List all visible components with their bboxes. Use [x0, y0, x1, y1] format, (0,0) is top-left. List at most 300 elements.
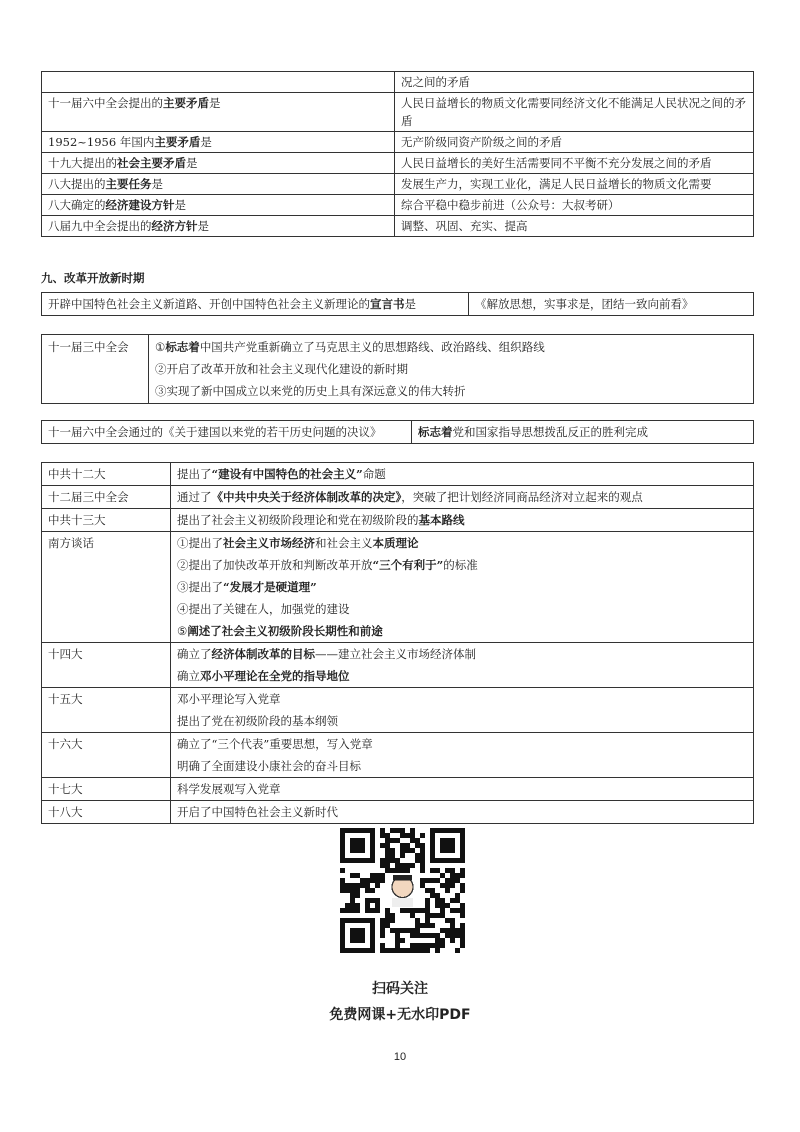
cell-line	[177, 710, 747, 732]
qr-module	[355, 908, 360, 913]
cell-line	[177, 755, 747, 777]
table-row	[42, 195, 754, 216]
qr-module	[385, 868, 390, 873]
qr-module	[445, 903, 450, 908]
qr-module	[405, 863, 410, 868]
qr-module	[430, 868, 435, 873]
qr-module	[380, 918, 385, 923]
qr-module	[340, 908, 345, 913]
emphasis-text: 《中共中央关于经济体制改革的决定》	[211, 490, 402, 504]
qr-module	[365, 878, 370, 883]
term-cell	[42, 72, 395, 93]
qr-module	[340, 868, 345, 873]
table-row	[42, 688, 754, 733]
cell-line	[155, 358, 747, 380]
resolution-title: 十一届六中全会通过的《关于建国以来党的若干历史问题的决议》	[42, 421, 412, 444]
qr-module	[410, 908, 415, 913]
qr-module	[355, 888, 360, 893]
cell-line	[155, 380, 747, 402]
qr-module	[435, 933, 440, 938]
term-cell	[42, 195, 395, 216]
qr-module	[395, 828, 400, 833]
text-run: 明确了全面建设小康社会的奋斗目标	[177, 759, 361, 773]
achievement-cell	[171, 643, 754, 688]
qr-module	[420, 833, 425, 838]
emphasis-text: 主要矛盾	[163, 96, 209, 110]
qr-module	[430, 878, 435, 883]
qr-module	[425, 933, 430, 938]
table-row	[42, 421, 754, 444]
qr-module	[460, 908, 465, 913]
qr-module	[425, 923, 430, 928]
qr-module	[455, 898, 460, 903]
qr-module	[420, 908, 425, 913]
emphasis-text: 标志着	[165, 340, 200, 354]
qr-module	[430, 933, 435, 938]
text-run: 提出了社会主义初级阶段理论和党在初级阶段的	[177, 513, 419, 527]
text-run: 是	[174, 198, 186, 212]
qr-module	[445, 868, 450, 873]
qr-caption-offer: 免费网课+无水印PDF	[329, 1007, 471, 1023]
qr-module	[425, 913, 430, 918]
qr-module	[340, 883, 345, 888]
qr-module	[365, 888, 370, 893]
event-cell: 南方谈话	[42, 532, 171, 643]
event-cell: 十七大	[42, 778, 171, 801]
third-plenum-label: 十一届三中全会	[42, 335, 149, 404]
qr-module	[400, 848, 405, 853]
cell-line	[177, 733, 747, 755]
qr-module	[365, 903, 370, 908]
qr-module	[380, 948, 385, 953]
text-run: 提出了	[177, 467, 212, 481]
qr-module	[435, 898, 440, 903]
event-cell: 十八大	[42, 801, 171, 824]
table-row	[42, 174, 754, 195]
qr-module	[395, 858, 400, 863]
qr-module	[455, 893, 460, 898]
qr-finder-core	[440, 838, 455, 853]
cell-line	[177, 532, 747, 554]
qr-module	[455, 948, 460, 953]
qr-module	[340, 878, 345, 883]
qr-module	[400, 948, 405, 953]
text-run: 科学发展观写入党章	[177, 782, 281, 796]
qr-module	[390, 853, 395, 858]
cell-line	[177, 801, 747, 823]
contradiction-table-body	[42, 72, 754, 237]
table-row	[42, 93, 754, 132]
term-cell	[42, 153, 395, 174]
congress-table-body	[42, 463, 754, 824]
qr-module	[380, 943, 385, 948]
qr-module	[440, 913, 445, 918]
qr-module	[345, 888, 350, 893]
qr-module	[430, 943, 435, 948]
qr-module	[430, 888, 435, 893]
qr-module	[405, 908, 410, 913]
text-run: 人民日益增长的美好生活需要同不平衡不充分发展之间的矛盾	[401, 156, 712, 170]
table-row	[42, 216, 754, 237]
qr-module	[445, 883, 450, 888]
text-run: 八大提出的	[48, 177, 106, 191]
table-row	[42, 801, 754, 824]
qr-module	[405, 833, 410, 838]
qr-module	[450, 918, 455, 923]
qr-module	[430, 913, 435, 918]
qr-module	[435, 948, 440, 953]
qr-module	[410, 863, 415, 868]
qr-module	[380, 828, 385, 833]
resolution-significance	[412, 421, 754, 444]
emphasis-text: 社会主义市场经济	[223, 536, 315, 550]
text-run: ④提出了关键在人，加强党的建设	[177, 602, 350, 616]
qr-module	[400, 868, 405, 873]
achievement-cell	[171, 688, 754, 733]
term-cell	[42, 93, 395, 132]
qr-module	[350, 908, 355, 913]
cell-line	[177, 665, 747, 687]
qr-module	[385, 833, 390, 838]
qr-module	[380, 843, 385, 848]
qr-module	[450, 933, 455, 938]
text-run: 是	[197, 219, 209, 233]
qr-module	[395, 868, 400, 873]
qr-module	[395, 938, 400, 943]
qr-module	[410, 913, 415, 918]
resolution-table	[41, 420, 754, 444]
contradiction-table	[41, 71, 754, 237]
third-plenum-table	[41, 334, 754, 404]
qr-module	[390, 928, 395, 933]
text-run: ①	[155, 340, 166, 354]
text-run: ②提出了加快改革开放和判断改革开放	[177, 558, 373, 572]
cell-line	[177, 778, 747, 800]
qr-module	[450, 873, 455, 878]
definition-cell	[395, 132, 754, 153]
qr-module	[385, 913, 390, 918]
table-row	[42, 72, 754, 93]
qr-module	[455, 878, 460, 883]
qr-module	[420, 923, 425, 928]
emphasis-text: “三个有利于”	[372, 558, 444, 572]
qr-module	[450, 923, 455, 928]
text-run: 确立了“三个代表”重要思想，写入党章	[177, 737, 373, 751]
text-run: ③提出了	[177, 580, 223, 594]
qr-module	[420, 933, 425, 938]
qr-module	[355, 873, 360, 878]
text-run: 十一届六中全会提出的	[48, 96, 163, 110]
text-run: 调整、巩固、充实、提高	[401, 219, 528, 233]
achievement-cell	[171, 733, 754, 778]
qr-finder-core	[350, 838, 365, 853]
qr-module	[440, 908, 445, 913]
cell-line	[177, 576, 747, 598]
text-run: 况之间的矛盾	[401, 75, 470, 89]
qr-module	[390, 918, 395, 923]
definition-cell	[395, 93, 754, 132]
qr-module	[385, 908, 390, 913]
qr-module	[385, 843, 390, 848]
emphasis-text: 宣言书	[370, 297, 405, 311]
text-run: 中国共产党重新确立了马克思主义的思想路线、政治路线、组织路线	[199, 340, 545, 354]
qr-module	[460, 943, 465, 948]
qr-module	[420, 843, 425, 848]
qr-module	[460, 913, 465, 918]
term-cell	[42, 132, 395, 153]
qr-module	[435, 938, 440, 943]
avatar-shirt	[392, 898, 413, 907]
qr-module	[460, 938, 465, 943]
qr-module	[420, 848, 425, 853]
qr-module	[380, 933, 385, 938]
qr-module	[420, 878, 425, 883]
qr-module	[385, 863, 390, 868]
qr-module	[370, 873, 375, 878]
text-run: 十九大提出的	[48, 156, 117, 170]
definition-cell	[395, 216, 754, 237]
manifesto-question	[42, 293, 469, 316]
text-run: 的标准	[443, 558, 478, 572]
qr-module	[345, 903, 350, 908]
qr-module	[380, 863, 385, 868]
emphasis-text: 经济建设方针	[105, 198, 175, 212]
qr-module	[445, 878, 450, 883]
qr-module	[385, 918, 390, 923]
qr-module	[370, 888, 375, 893]
definition-cell	[395, 153, 754, 174]
qr-module	[385, 838, 390, 843]
qr-module	[410, 828, 415, 833]
emphasis-text: 主要任务	[105, 177, 152, 191]
event-cell: 十五大	[42, 688, 171, 733]
text-run: 邓小平理论写入党章	[177, 692, 281, 706]
qr-module	[375, 908, 380, 913]
qr-module	[355, 903, 360, 908]
qr-module	[410, 948, 415, 953]
cell-line	[177, 598, 747, 620]
qr-module	[440, 928, 445, 933]
qr-module	[445, 918, 450, 923]
qr-module	[385, 848, 390, 853]
qr-module	[420, 868, 425, 873]
qr-module	[415, 923, 420, 928]
qr-module	[425, 948, 430, 953]
qr-module	[390, 838, 395, 843]
emphasis-text: 邓小平理论在全党的指导地位	[200, 669, 350, 683]
qr-module	[350, 883, 355, 888]
third-plenum-points	[149, 335, 754, 404]
cell-line	[177, 554, 747, 576]
cell-line	[177, 688, 747, 710]
table-row	[42, 335, 754, 404]
text-run: 确立	[177, 669, 200, 683]
qr-module	[360, 883, 365, 888]
text-run: 八大确定的	[48, 198, 106, 212]
qr-module	[425, 878, 430, 883]
qr-module	[405, 948, 410, 953]
table-row	[42, 733, 754, 778]
text-run: ——建立社会主义市场经济体制	[315, 647, 476, 661]
qr-module	[455, 908, 460, 913]
text-run: 党和国家指导思想拨乱反正的胜利完成	[452, 425, 648, 439]
emphasis-text: 经济体制改革的目标	[211, 647, 315, 661]
qr-module	[420, 853, 425, 858]
qr-module	[460, 888, 465, 893]
qr-module	[440, 943, 445, 948]
qr-module	[415, 843, 420, 848]
qr-module	[400, 828, 405, 833]
qr-code-image	[340, 828, 465, 953]
qr-module	[375, 898, 380, 903]
qr-module	[345, 883, 350, 888]
qr-module	[415, 908, 420, 913]
achievement-cell	[171, 486, 754, 509]
qr-module	[460, 903, 465, 908]
qr-module	[430, 923, 435, 928]
qr-module	[390, 913, 395, 918]
qr-module	[450, 883, 455, 888]
qr-module	[380, 833, 385, 838]
table-row	[42, 509, 754, 532]
text-run: 是	[404, 297, 416, 311]
qr-module	[425, 943, 430, 948]
qr-module	[410, 928, 415, 933]
qr-module	[380, 873, 385, 878]
qr-module	[425, 903, 430, 908]
text-run: 八届九中全会提出的	[48, 219, 152, 233]
achievement-cell	[171, 509, 754, 532]
text-run: ②开启了改革开放和社会主义现代化建设的新时期	[155, 362, 408, 376]
table-row	[42, 643, 754, 688]
table-row	[42, 293, 754, 316]
text-run: 发展生产力，实现工业化，满足人民日益增长的物质文化需要	[401, 177, 712, 191]
qr-module	[445, 888, 450, 893]
qr-module	[375, 873, 380, 878]
qr-module	[440, 883, 445, 888]
emphasis-text: 经济方针	[151, 219, 198, 233]
achievement-cell	[171, 532, 754, 643]
qr-module	[370, 898, 375, 903]
qr-module	[460, 928, 465, 933]
event-cell: 中共十二大	[42, 463, 171, 486]
event-cell: 十六大	[42, 733, 171, 778]
achievement-cell	[171, 801, 754, 824]
page-number: 10	[393, 1051, 407, 1063]
qr-module	[390, 868, 395, 873]
table-row	[42, 778, 754, 801]
congress-table	[41, 462, 754, 824]
qr-module	[460, 923, 465, 928]
qr-module	[400, 908, 405, 913]
qr-module	[415, 838, 420, 843]
text-run: 确立了	[177, 647, 212, 661]
qr-module	[420, 858, 425, 863]
section-title: 九、改革开放新时期	[41, 271, 145, 285]
qr-module	[350, 873, 355, 878]
qr-module	[445, 933, 450, 938]
qr-module	[380, 928, 385, 933]
cell-line	[177, 620, 747, 642]
qr-module	[405, 843, 410, 848]
qr-module	[410, 848, 415, 853]
cell-line	[155, 336, 747, 358]
emphasis-text: 本质理论	[372, 536, 419, 550]
event-cell: 十二届三中全会	[42, 486, 171, 509]
qr-module	[370, 878, 375, 883]
qr-finder-core	[350, 928, 365, 943]
term-cell	[42, 174, 395, 195]
qr-module	[390, 828, 395, 833]
qr-module	[460, 873, 465, 878]
text-run: ③实现了新中国成立以来党的历史上具有深远意义的伟大转折	[155, 384, 466, 398]
emphasis-text: 标志着	[418, 425, 453, 439]
qr-module	[385, 858, 390, 863]
qr-module	[430, 893, 435, 898]
text-run: 和社会主义	[315, 536, 373, 550]
text-run: 是	[186, 156, 198, 170]
manifesto-answer: 《解放思想，实事求是，团结一致向前看》	[469, 293, 754, 316]
emphasis-text: “建设有中国特色的社会主义”	[211, 467, 363, 481]
qr-module	[355, 883, 360, 888]
qr-module	[360, 878, 365, 883]
cell-line	[177, 463, 747, 485]
qr-module	[355, 893, 360, 898]
qr-module	[400, 843, 405, 848]
qr-module	[450, 938, 455, 943]
qr-module	[420, 943, 425, 948]
event-cell: 中共十三大	[42, 509, 171, 532]
qr-module	[435, 943, 440, 948]
manifesto-table	[41, 292, 754, 316]
qr-module	[405, 868, 410, 873]
text-run: 是	[200, 135, 212, 149]
text-run: 命题	[362, 467, 386, 481]
qr-module	[395, 943, 400, 948]
achievement-cell	[171, 778, 754, 801]
qr-module	[375, 903, 380, 908]
qr-module	[440, 898, 445, 903]
qr-module	[400, 863, 405, 868]
qr-module	[390, 948, 395, 953]
qr-module	[395, 928, 400, 933]
qr-module	[450, 898, 455, 903]
qr-module	[415, 918, 420, 923]
qr-module	[350, 893, 355, 898]
qr-module	[425, 908, 430, 913]
qr-module	[380, 923, 385, 928]
qr-module	[450, 908, 455, 913]
qr-module	[400, 938, 405, 943]
qr-module	[350, 903, 355, 908]
text-run: 人民日益增长的物质文化需要同经济文化不能满足人民状况之间的矛盾	[401, 96, 746, 128]
qr-module	[395, 948, 400, 953]
qr-module	[415, 933, 420, 938]
qr-module	[350, 888, 355, 893]
qr-module	[390, 848, 395, 853]
qr-module	[420, 863, 425, 868]
qr-caption-follow: 扫码关注	[372, 981, 428, 997]
qr-module	[450, 928, 455, 933]
emphasis-text: 基本路线	[418, 513, 465, 527]
qr-module	[450, 868, 455, 873]
event-cell: 十四大	[42, 643, 171, 688]
qr-module	[420, 948, 425, 953]
achievement-cell	[171, 463, 754, 486]
qr-module	[375, 878, 380, 883]
qr-module	[435, 893, 440, 898]
definition-cell	[395, 195, 754, 216]
